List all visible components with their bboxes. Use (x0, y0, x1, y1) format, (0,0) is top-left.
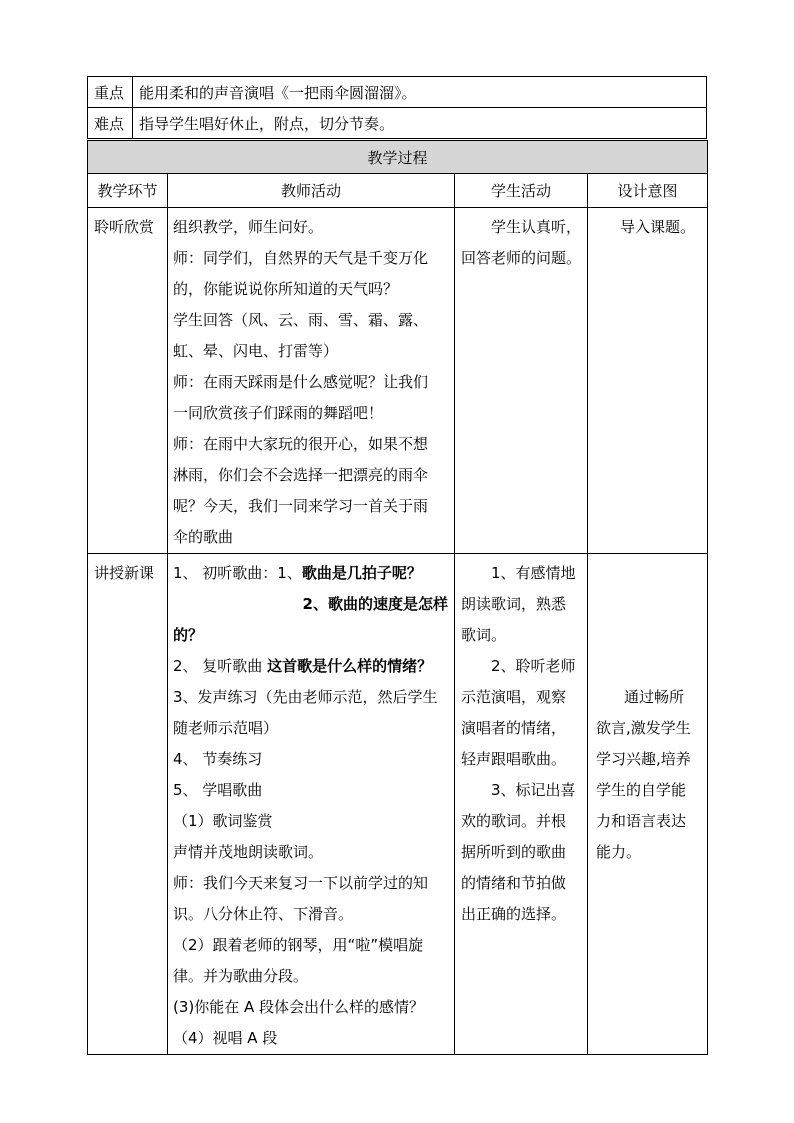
teacher-line: (3)你能在 A 段体会出什么样的感情？ (173, 998, 425, 1016)
process-title: 教学过程 (88, 141, 708, 174)
intent-line: 通过畅所 (624, 688, 685, 706)
teacher-line: 组织教学，师生问好。 (173, 218, 324, 236)
student-line: 出正确的选择。 (461, 905, 567, 923)
student-line: 朗读歌词，熟悉 (461, 595, 567, 613)
difficulty-row (88, 108, 707, 139)
student-line: 演唱者的情绪， (461, 719, 567, 737)
teacher-line: 5、 学唱歌曲 (173, 781, 263, 799)
stage-cell (88, 208, 168, 554)
teacher-line: 2、歌曲的速度是怎样 (302, 595, 448, 613)
intent-text: 导入课题。 (620, 218, 696, 236)
teacher-line: 师：同学们，自然界的天气是千变万化 (173, 249, 429, 267)
student-line: 回答老师的问题。 (461, 249, 582, 267)
student-line: 2、聆听老师 (491, 657, 576, 675)
stage-label: 讲授新课 (94, 564, 155, 582)
student-line: 示范演唱，观察 (461, 688, 567, 706)
teacher-line: 淋雨，你们会不会选择一把漂亮的雨伞 (173, 466, 429, 484)
intent-line: 力和语言表达 (596, 812, 687, 830)
header-student: 学生活动 (455, 174, 588, 208)
intent-line: 学习兴趣,培养 (596, 750, 691, 768)
teacher-line: 师：在雨中大家玩的很开心，如果不想 (173, 435, 429, 453)
teacher-line: 的？ (173, 626, 204, 644)
teacher-line: 学生回答（风、云、雨、雪、霜、露、 (173, 311, 429, 329)
teacher-line: （4）视唱 A 段 (173, 1029, 278, 1047)
key-point-label: 重点 (88, 77, 133, 108)
student-line: 学生认真听， (491, 218, 582, 236)
header-teacher: 教师活动 (168, 174, 455, 208)
student-line: 3、标记出喜 (491, 781, 576, 799)
teacher-line: 的，你能说说你所知道的天气吗？ (173, 280, 399, 298)
student-line: 据所听到的歌曲 (461, 843, 567, 861)
teacher-activity-cell (168, 208, 455, 554)
student-line: 歌词。 (461, 626, 507, 644)
teaching-process-table (87, 140, 708, 1055)
key-point-content: 能用柔和的声音演唱《一把雨伞圆溜溜》。 (133, 77, 707, 108)
table-row (88, 208, 708, 554)
teacher-line: 师：在雨天踩雨是什么感觉呢？让我们 (173, 373, 429, 391)
teacher-line: 3、发声练习（先由老师示范，然后学生 (173, 688, 438, 706)
teacher-line: （1）歌词鉴赏 (173, 812, 273, 830)
teacher-line: 2、 复听歌曲 这首歌是什么样的情绪？ (173, 657, 433, 675)
teacher-line: 伞的歌曲 (173, 528, 234, 546)
intent-line: 欲言,激发学生 (596, 719, 691, 737)
difficulty-content: 指导学生唱好休止，附点，切分节奏。 (133, 108, 707, 139)
table-row (88, 554, 708, 1055)
student-activity-cell (455, 554, 588, 1055)
intent-line: 学生的自学能 (596, 781, 687, 799)
key-point-row (88, 77, 707, 108)
header-row (88, 174, 708, 208)
student-line: 的情绪和节拍做 (461, 874, 567, 892)
student-line: 轻声跟唱歌曲。 (461, 750, 567, 768)
header-intent: 设计意图 (588, 174, 708, 208)
teacher-line: 呢？今天，我们一同来学习一首关于雨 (173, 497, 429, 515)
key-points-table (87, 76, 707, 139)
teacher-line: 识。八分休止符、下滑音。 (173, 905, 354, 923)
header-stage: 教学环节 (88, 174, 168, 208)
teacher-line: 一同欣赏孩子们踩雨的舞蹈吧！ (173, 404, 384, 422)
teacher-line: 师：我们今天来复习一下以前学过的知 (173, 874, 429, 892)
teacher-activity-cell (168, 554, 455, 1055)
stage-cell (88, 554, 168, 1055)
teacher-line: 1、 初听歌曲：1、歌曲是几拍子呢？ (173, 564, 422, 582)
teacher-line: （2）跟着老师的钢琴，用“啦”模唱旋 (173, 936, 424, 954)
intent-cell (588, 554, 708, 1055)
teacher-line: 声情并茂地朗读歌词。 (173, 843, 324, 861)
teacher-line: 虹、晕、闪电、打雷等） (173, 342, 339, 360)
student-line: 欢的歌词。并根 (461, 812, 567, 830)
intent-cell (588, 208, 708, 554)
student-line: 1、有感情地 (491, 564, 576, 582)
stage-label: 聆听欣赏 (94, 218, 155, 236)
student-activity-cell (455, 208, 588, 554)
teacher-line: 4、 节奏练习 (173, 750, 263, 768)
intent-line: 能力。 (596, 843, 642, 861)
difficulty-label: 难点 (88, 108, 133, 139)
teacher-line: 律。并为歌曲分段。 (173, 967, 309, 985)
teacher-line: 随老师示范唱） (173, 719, 279, 737)
